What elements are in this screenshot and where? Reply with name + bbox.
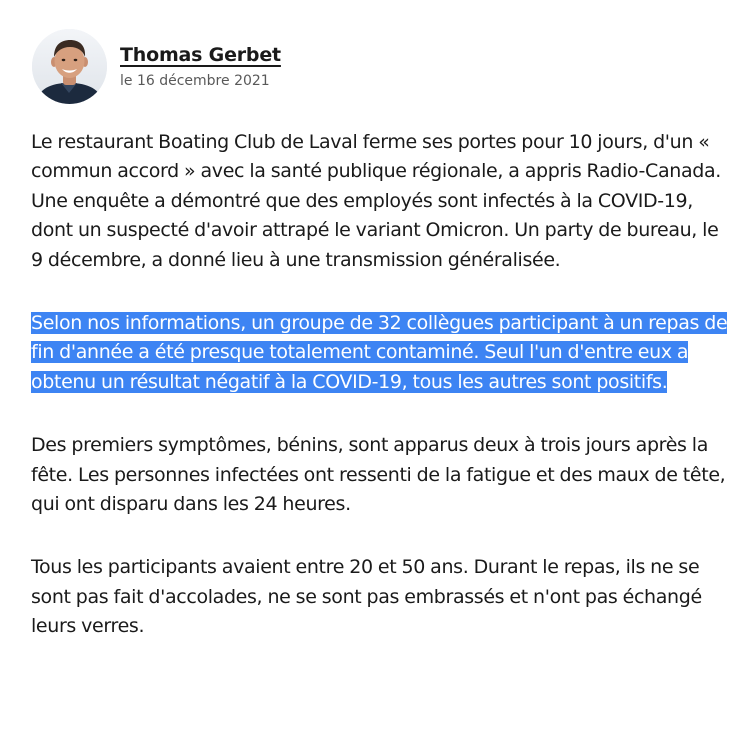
- article-paragraph-4: Tous les participants avaient entre 20 et 50 ans. Durant le repas, ils ne se sont pas fait d'accolades, ne se sont pas embrassés et n'ont pas échangé leurs verres.: [31, 556, 702, 638]
- author-block: [32, 27, 281, 105]
- selected-text: Selon nos informations, un groupe de 32 collègues participant à un repas de fin d'année a été presque totalement contaminé. Seul l'un d'entre eux a obtenu un résultat négatif à la COVID-19, tous les autres sont positifs.: [31, 312, 728, 393]
- publish-date: le 16 décembre 2021: [120, 72, 270, 89]
- author-name-link[interactable]: Thomas Gerbet: [120, 43, 281, 66]
- byline: [120, 43, 281, 90]
- person-photo-icon: [32, 29, 107, 104]
- article-paragraph-1: Le restaurant Boating Club de Laval ferme ses portes pour 10 jours, d'un « commun accord » avec la santé publique régionale, a appris Radio-Canada. Une enquête a démontré que des employés sont infectés à la COVID-19, dont un suspecté d'avoir attrapé le variant Omicron. Un party de bureau, le 9 décembre, a donné lieu à une transmission généralisée.: [31, 131, 721, 271]
- article-body: [31, 128, 731, 676]
- article-paragraph-3: Des premiers symptômes, bénins, sont apparus deux à trois jours après la fête. Les personnes infectées ont ressenti de la fatigue et des maux de tête, qui ont disparu dans les 24 heures.: [31, 434, 726, 516]
- avatar[interactable]: [32, 29, 107, 104]
- article-paragraph-2-selected: [31, 309, 731, 397]
